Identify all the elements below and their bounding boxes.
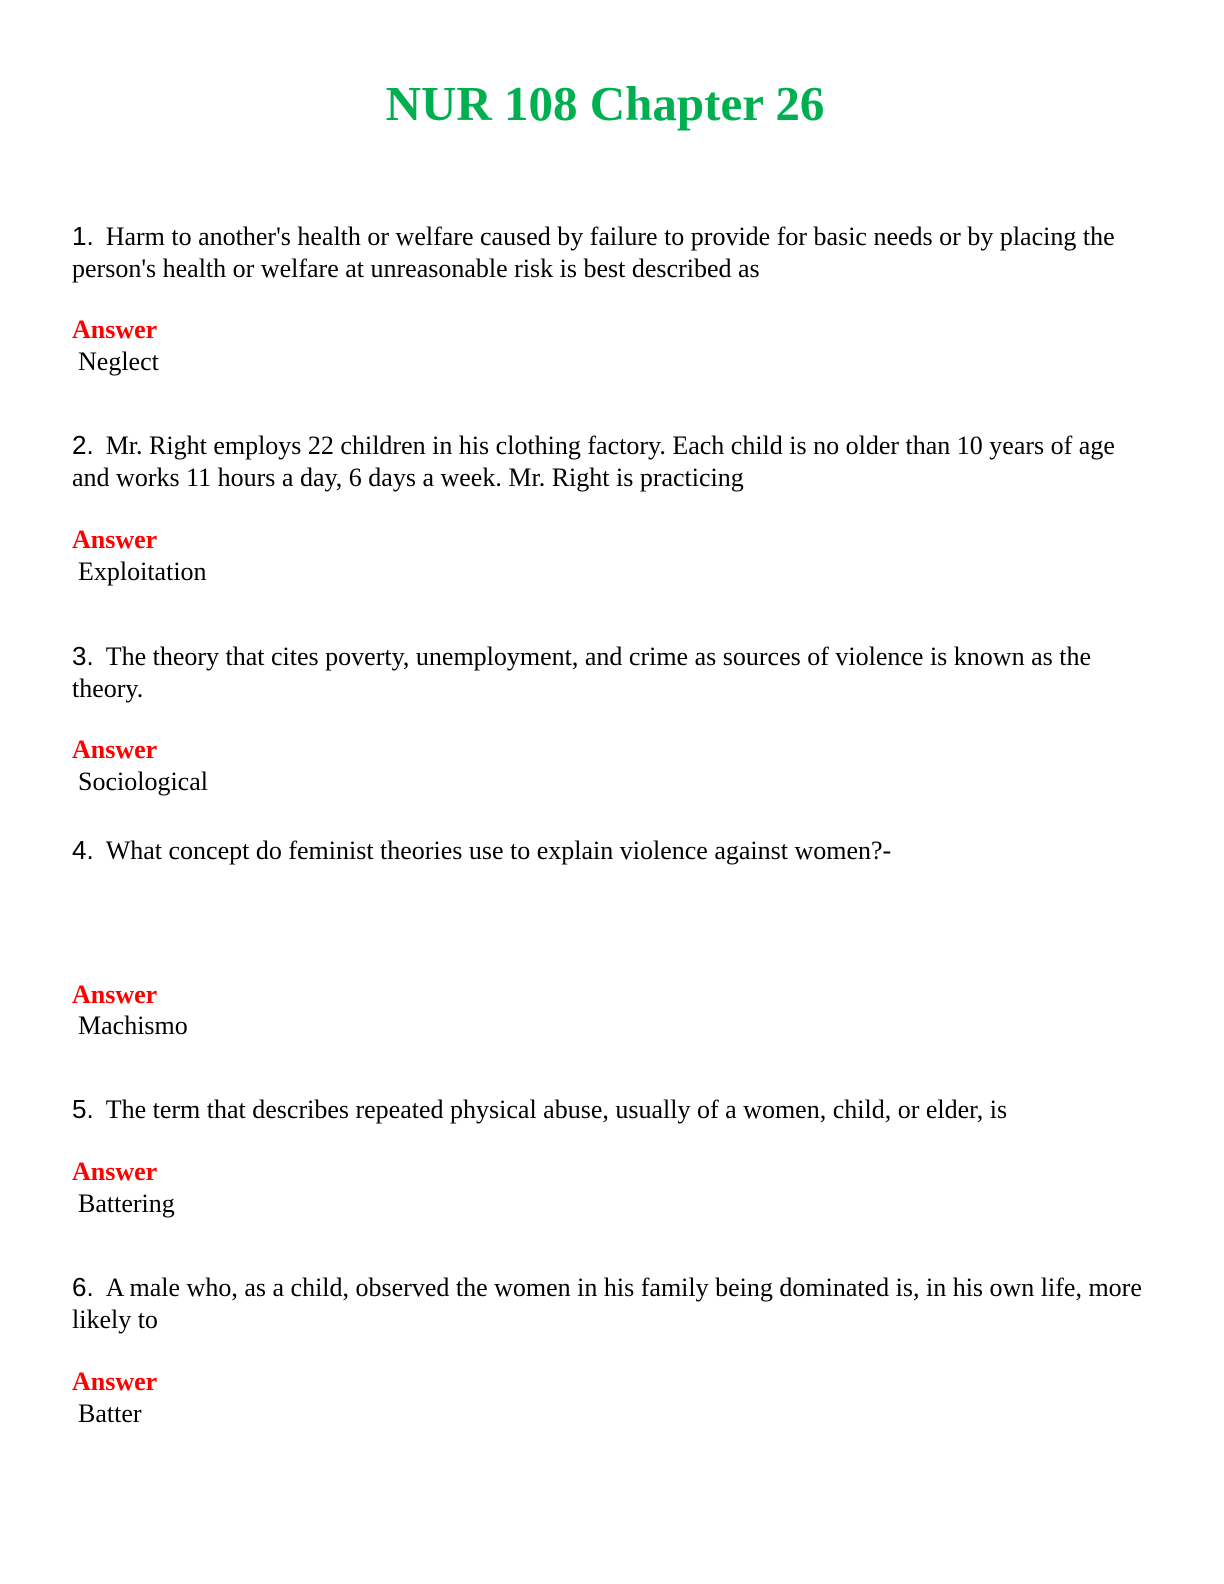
question-text xyxy=(72,834,1152,867)
question-body: A male who, as a child, observed the women in his family being dominated is, in his own life, more likely to xyxy=(72,1273,1142,1334)
answer-label: Answer xyxy=(72,1367,158,1396)
question-number: 2. xyxy=(72,430,94,460)
answer-text: Machismo xyxy=(78,1011,188,1040)
answer-label: Answer xyxy=(72,735,158,764)
question-number: 3. xyxy=(72,641,94,671)
answer-label: Answer xyxy=(72,315,158,344)
question-block-5 xyxy=(72,1093,1152,1218)
answer-label: Answer xyxy=(72,1157,158,1186)
question-number: 4. xyxy=(72,835,94,865)
page-title: NUR 108 Chapter 26 xyxy=(385,76,825,131)
answer-text: Exploitation xyxy=(78,557,207,586)
question-text xyxy=(72,220,1152,285)
answer-text: Battering xyxy=(78,1189,175,1218)
question-body: The term that describes repeated physical abuse, usually of a women, child, or elder, is xyxy=(105,1095,1008,1124)
answer-label: Answer xyxy=(72,525,158,554)
answer-text: Sociological xyxy=(78,767,208,796)
question-text xyxy=(72,640,1152,705)
question-body: The theory that cites poverty, unemployment, and crime as sources of violence is known as the theory. xyxy=(72,642,1091,703)
question-text xyxy=(72,1271,1152,1336)
answer-text: Batter xyxy=(78,1399,142,1428)
question-text xyxy=(72,429,1152,494)
answer-label: Answer xyxy=(72,980,158,1009)
question-body: Harm to another's health or welfare caused by failure to provide for basic needs or by placing the person's health or welfare at unreasonable risk is best described as xyxy=(72,222,1115,283)
question-number: 6. xyxy=(72,1272,94,1302)
question-block-4 xyxy=(72,834,1152,1040)
question-number: 5. xyxy=(72,1094,94,1124)
question-block-3 xyxy=(72,640,1152,796)
question-block-1 xyxy=(72,220,1152,376)
question-block-2 xyxy=(72,429,1152,586)
question-body: What concept do feminist theories use to explain violence against women?- xyxy=(105,836,892,865)
question-block-6 xyxy=(72,1271,1152,1428)
answer-text: Neglect xyxy=(78,347,159,376)
question-text xyxy=(72,1093,1152,1126)
question-body: Mr. Right employs 22 children in his clothing factory. Each child is no older than 10 years of age and works 11 hours a day, 6 days a week. Mr. Right is practicing xyxy=(72,431,1115,492)
question-number: 1. xyxy=(72,221,94,251)
